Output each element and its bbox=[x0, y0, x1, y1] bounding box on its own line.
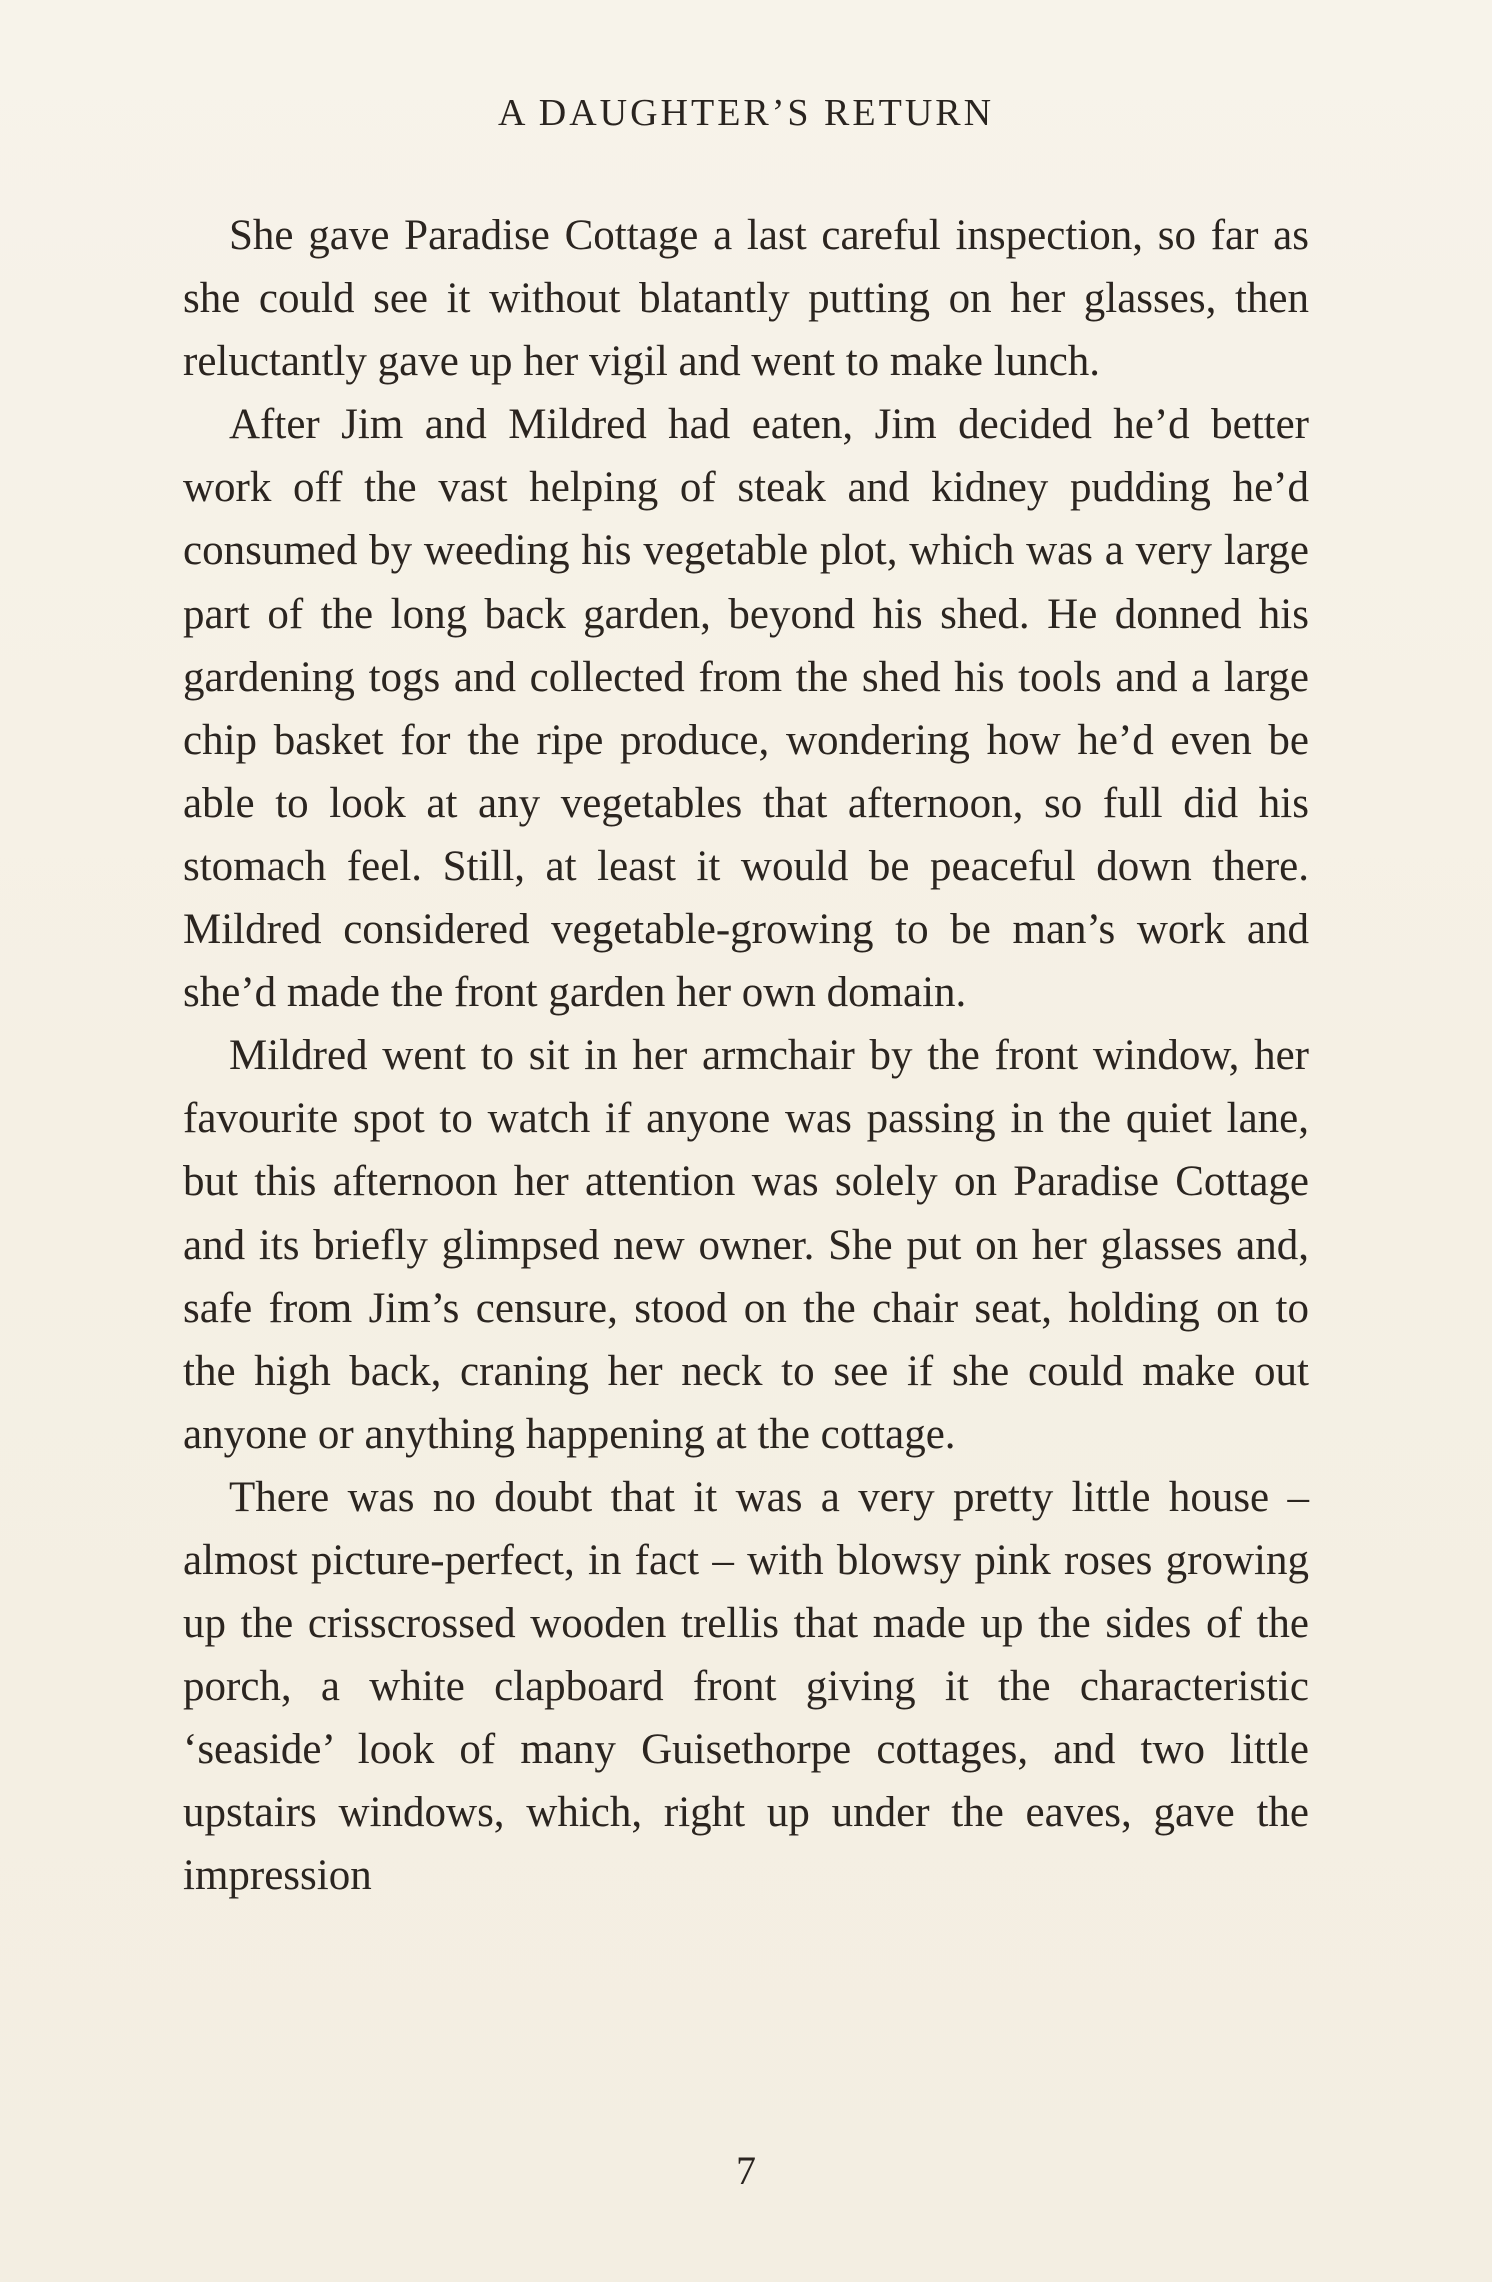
paragraph-3: Mildred went to sit in her armchair by the front window, her favourite spot to watch if anyone was passing in the quiet lane, but this afternoon her attention was solely on Paradise Cottage and its briefly glimpsed new owner. She put on her glasses and, safe from Jim’s censure, stood on the chair seat, holding on to the high back, craning her neck to see if she could make out anyone or anything happening at the cottage. bbox=[183, 1032, 1309, 1458]
running-head: A DAUGHTER’S RETURN bbox=[497, 92, 995, 134]
body-text bbox=[183, 204, 1309, 1908]
paragraph-4: There was no doubt that it was a very pretty little house – almost picture-perfect, in fact – with blowsy pink roses growing up the crisscrossed wooden trellis that made up the sides of the porch, a white clapboard front giving it the characteristic ‘seaside’ look of many Guisethorpe cottages, and two little upstairs windows, which, right up under the eaves, gave the impression bbox=[183, 1473, 1309, 1900]
paragraph-1: She gave Paradise Cottage a last careful inspection, so far as she could see it without blatantly putting on her glasses, then reluctantly gave up her vigil and went to make lunch. bbox=[183, 212, 1309, 386]
paragraph-2: After Jim and Mildred had eaten, Jim decided he’d better work off the vast helping of steak and kidney pudding he’d consumed by weeding his vegetable plot, which was a very large part of the long back garden, beyond his shed. He donned his gardening togs and collected from the shed his tools and a large chip basket for the ripe produce, wondering how he’d even be able to look at any vegetables that afternoon, so full did his stomach feel. Still, at least it would be peaceful down there. Mildred considered vegetable-growing to be man’s work and she’d made the front garden her own domain. bbox=[183, 401, 1309, 1017]
page-number: 7 bbox=[736, 2148, 756, 2193]
